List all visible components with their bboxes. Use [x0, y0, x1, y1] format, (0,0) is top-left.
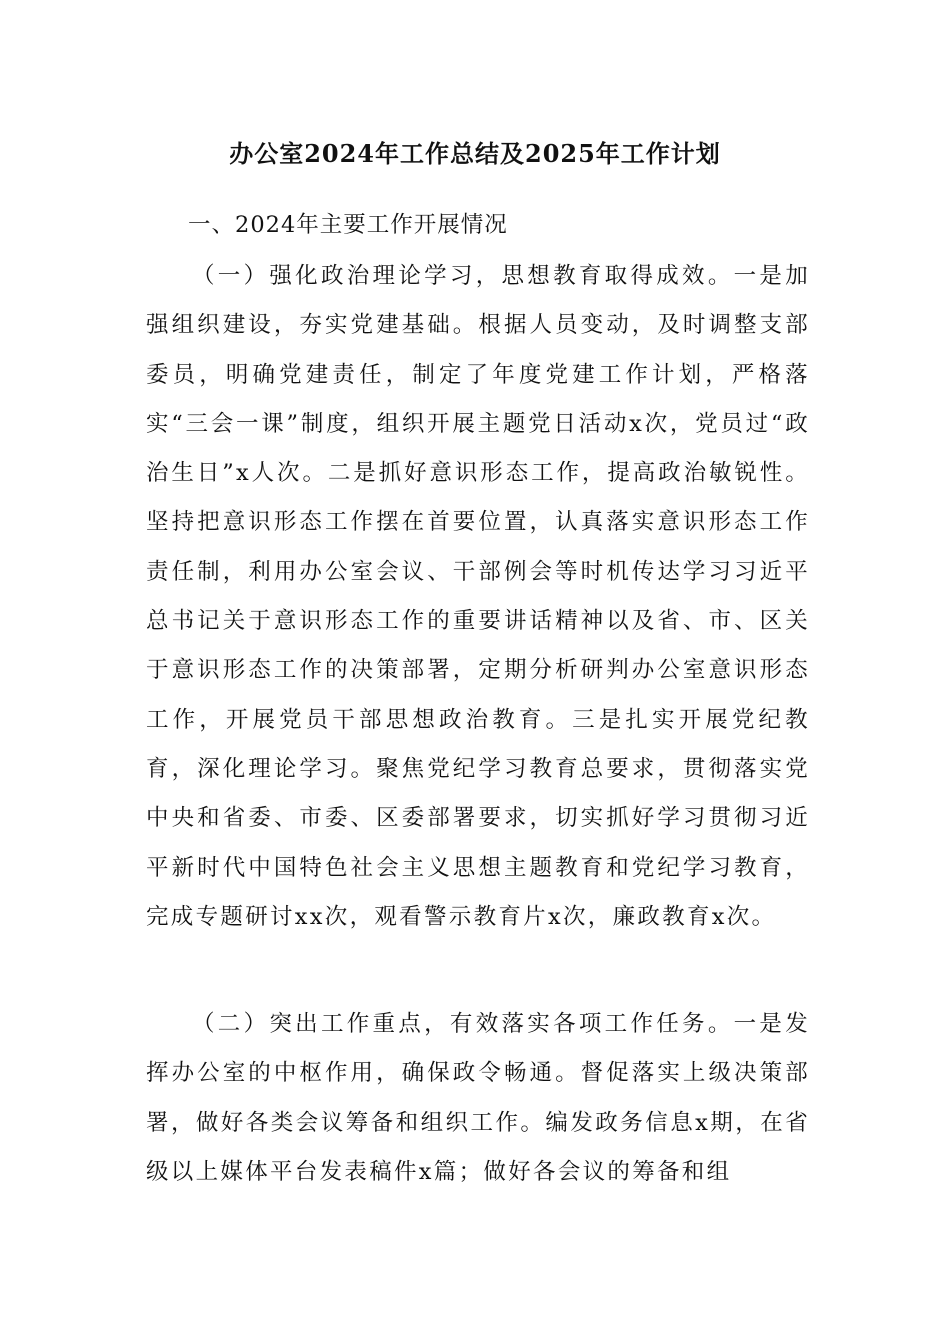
paragraph-2: （二）突出工作重点，有效落实各项工作任务。一是发挥办公室的中枢作用，确保政令畅通。督促落实上级决策部署，做好各类会议筹备和组织工作。编发政务信息x期，在省级以上媒体平台发表稿件x篇；做好各会议的筹备和组	[146, 1011, 810, 1185]
paragraph-1: （一）强化政治理论学习，思想教育取得成效。一是加强组织建设，夯实党建基础。根据人员变动，及时调整支部委员，明确党建责任，制定了年度党建工作计划，严格落实“三会一课”制度，组织开展主题党日活动x次，党员过“政治生日”x人次。二是抓好意识形态工作，提高政治敏锐性。坚持把意识形态工作摆在首要位置，认真落实意识形态工作责任制，利用办公室会议、干部例会等时机传达学习习近平总书记关于意识形态工作的重要讲话精神以及省、市、区关于意识形态工作的决策部署，定期分析研判办公室意识形态工作，开展党员干部思想政治教育。三是扎实开展党纪教育，深化理论学习。聚焦党纪学习教育总要求，贯彻落实党中央和省委、市委、区委部署要求，切实抓好学习贯彻习近平新时代中国特色社会主义思想主题教育和党纪学习教育，完成专题研讨xx次，观看警示教育片x次，廉政教育x次。	[146, 263, 810, 930]
section-heading: 一、2024年主要工作开展情况	[188, 212, 508, 238]
document-title: 办公室2024年工作总结及2025年工作计划	[229, 139, 721, 168]
